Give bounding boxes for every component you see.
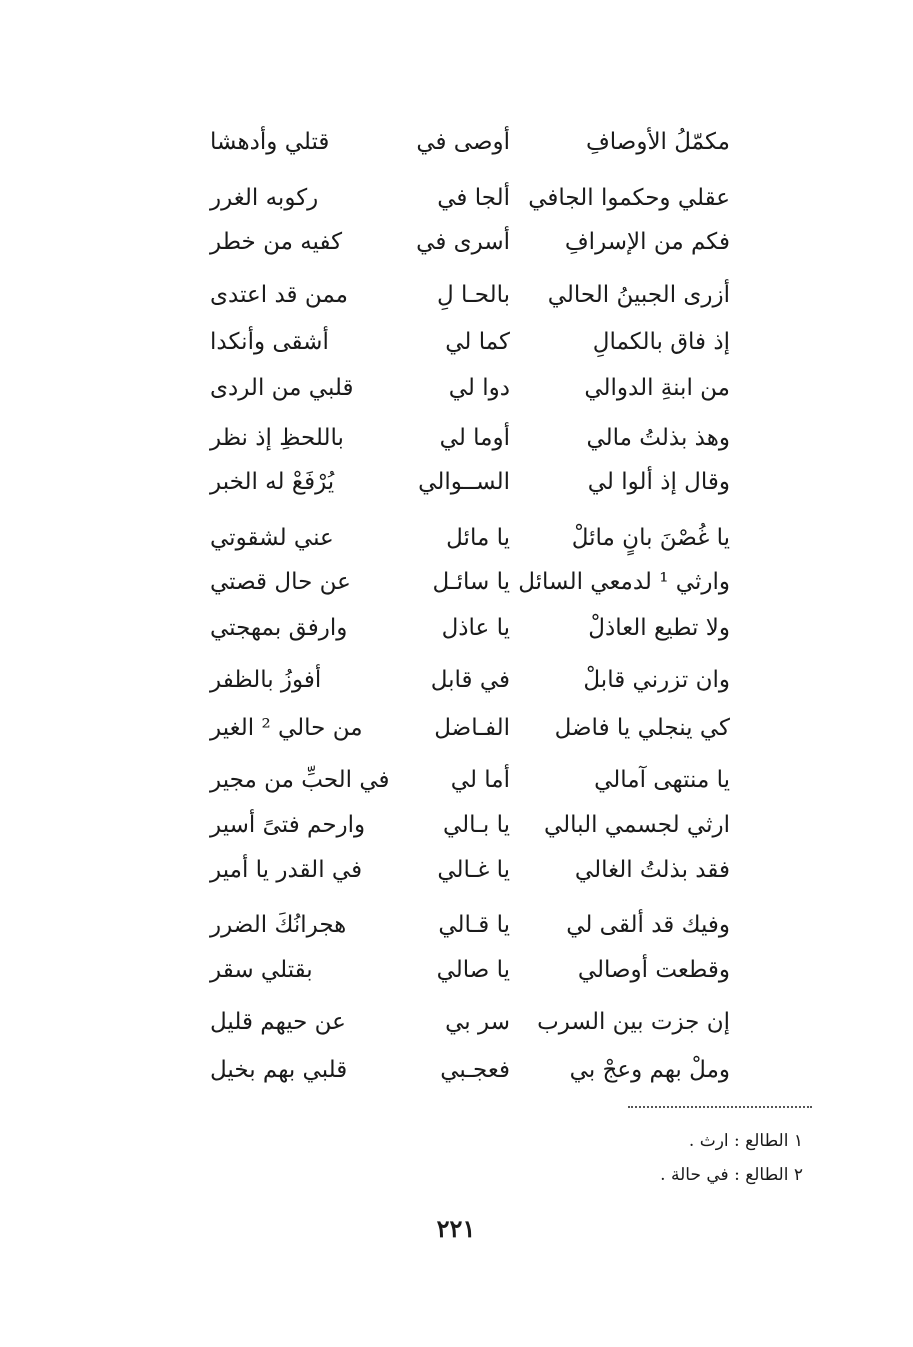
verse-segment: قتلي وأدهشا <box>210 129 330 155</box>
verse-line <box>210 368 730 408</box>
verse-line <box>210 222 730 262</box>
verse-line <box>210 562 730 602</box>
verse-segment: أما لي <box>450 767 510 793</box>
verse-segment: الفـاضل <box>434 715 510 741</box>
verse-segment: أسرى في <box>416 229 510 255</box>
verse-segment: وارثي ¹ لدمعي السائل <box>518 569 730 595</box>
verse-segment: في الحبِّ من مجير <box>210 767 390 793</box>
verse-segment: يا سائـل <box>432 569 510 595</box>
verse-segment: بقتلي سقر <box>210 957 313 983</box>
verse-segment: قلبي بهم بخيل <box>210 1057 348 1083</box>
verse-line <box>210 1002 730 1042</box>
verse-line <box>210 660 730 700</box>
verse-segment: باللحظِ إذ نظر <box>210 425 344 451</box>
verse-segment: إن جزت بين السرب <box>537 1009 730 1035</box>
footnote-2: ٢ الطالع : في حالة . <box>660 1165 803 1185</box>
verse-segment: قلبي من الردى <box>210 375 354 401</box>
verse-line <box>210 518 730 558</box>
verse-line <box>210 1050 730 1090</box>
verse-segment: هجرانُكَ الضرر <box>210 912 347 938</box>
verse-segment: في القدر يا أمير <box>210 857 363 883</box>
verse-segment: وهذ بذلتُ مالي <box>586 425 730 451</box>
page-number: ٢٢١ <box>436 1214 476 1243</box>
verse-line <box>210 608 730 648</box>
verse-segment: وملْ بهم وعجْ بي <box>569 1057 730 1083</box>
verse-segment: عقلي وحكموا الجافي <box>528 185 730 211</box>
verse-segment: إذ فاق بالكمالِ <box>592 329 730 355</box>
footnote-divider <box>628 1106 812 1108</box>
verse-segment: فعجـبي <box>440 1057 510 1083</box>
verse-line <box>210 905 730 945</box>
verse-segment: دوا لي <box>448 375 510 401</box>
verse-line <box>210 760 730 800</box>
verse-segment: كما لي <box>445 329 510 355</box>
verse-line <box>210 418 730 458</box>
verse-line <box>210 178 730 218</box>
verse-line <box>210 122 730 162</box>
footnote-1: ١ الطالع : ارث . <box>688 1131 803 1151</box>
verse-segment: يا صالي <box>436 957 510 983</box>
verse-segment: ارثي لجسمي البالي <box>543 812 730 838</box>
verse-segment: وارحم فتىً أسير <box>210 812 366 838</box>
verse-segment: عن حال قصتي <box>210 569 351 595</box>
verse-segment: فقد بذلتُ الغالي <box>574 857 730 883</box>
verse-segment: يا منتهى آمالي <box>594 767 730 793</box>
verse-line <box>210 950 730 990</box>
verse-line <box>210 805 730 845</box>
verse-segment: ممن قد اعتدى <box>210 282 348 308</box>
verse-segment: في قابل <box>430 667 510 693</box>
verse-segment: كفيه من خطر <box>210 229 343 255</box>
verse-segment: ركوبه الغرر <box>210 185 319 211</box>
verse-segment: يا غُصْنَ بانٍ مائلْ <box>571 525 730 551</box>
verse-segment: الســوالي <box>418 469 510 495</box>
verse-line <box>210 322 730 362</box>
verse-segment: يا بـالي <box>442 812 510 838</box>
verse-segment: يا مائل <box>446 525 510 551</box>
verse-line <box>210 462 730 502</box>
verse-segment: عني لشقوتي <box>210 525 334 551</box>
verse-segment: ولا تطيع العاذلْ <box>588 615 730 641</box>
verse-segment: مكمّلُ الأوصافِ <box>585 129 730 155</box>
verse-segment: سر بي <box>445 1009 510 1035</box>
verse-segment: ألجا في <box>437 185 510 211</box>
verse-segment: أشقى وأنكدا <box>210 329 329 355</box>
verse-segment: من ابنةِ الدوالي <box>584 375 730 401</box>
verse-line <box>210 275 730 315</box>
verse-segment: فكم من الإسرافِ <box>564 229 730 255</box>
verse-segment: وقطعت أوصالي <box>577 957 730 983</box>
verse-line <box>210 708 730 748</box>
verse-segment: يا قـالي <box>438 912 510 938</box>
verse-segment: وارفق بمهجتي <box>210 615 348 641</box>
verse-segment: أزرى الجبينُ الحالي <box>547 282 730 308</box>
verse-line <box>210 850 730 890</box>
verse-segment: يا عاذل <box>441 615 510 641</box>
verse-segment: عن حيهم قليل <box>210 1009 346 1035</box>
verse-segment: وقال إذ ألوا لي <box>587 469 730 495</box>
verse-segment: كي ينجلي يا فاضل <box>554 715 730 741</box>
verse-segment: يُرْفَعْ له الخبر <box>210 469 335 495</box>
verse-segment: بالحـا لِ <box>436 282 510 308</box>
verse-segment: وفيك قد ألقى لي <box>566 912 730 938</box>
verse-segment: وان تزرني قابلْ <box>583 667 730 693</box>
verse-segment: أفوزُ بالظفر <box>210 667 322 693</box>
verse-segment: من حالي ² الغير <box>210 715 363 741</box>
verse-segment: أوما لي <box>439 425 510 451</box>
verse-segment: يا غـالي <box>437 857 510 883</box>
verse-segment: أوصى في <box>416 129 510 155</box>
